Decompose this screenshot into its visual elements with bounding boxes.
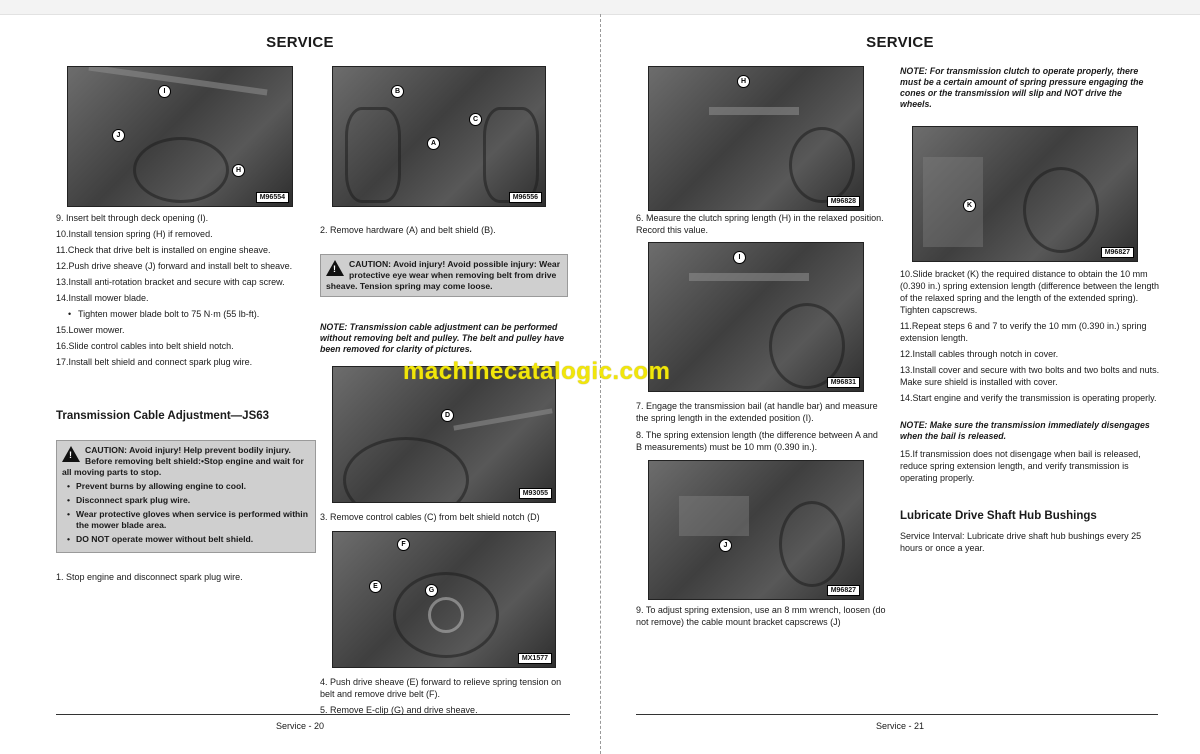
callout-d: D bbox=[441, 409, 454, 422]
callout-i: I bbox=[733, 251, 746, 264]
step-12: 12.Push drive sheave (J) forward and install belt to sheave. bbox=[56, 261, 293, 271]
steps-list bbox=[900, 268, 1162, 408]
caution-bullet: • Wear protective gloves when service is performed within the mower blade area. bbox=[62, 509, 310, 531]
step-9: 9. Insert belt through deck opening (I). bbox=[56, 213, 209, 223]
step-15: 15.If transmission does not disengage when bail is released, reduce spring extension length, and verify transmission is operating properly. bbox=[900, 449, 1141, 483]
warning-icon: ! bbox=[326, 260, 344, 276]
step-13: 13.Install anti-rotation bracket and secure with cap screw. bbox=[56, 277, 285, 287]
note-disengage: NOTE: Make sure the transmission immediately disengages when the bail is released. bbox=[900, 420, 1150, 441]
figure-code: M93055 bbox=[519, 488, 552, 499]
step-14-substep: • Tighten mower blade bolt to 75 N·m (55 lb-ft). bbox=[68, 308, 316, 320]
callout-a: A bbox=[427, 137, 440, 150]
step-7: 7. Engage the transmission bail (at handle bar) and measure the spring length in the extended position (I). bbox=[636, 401, 878, 423]
callout-h: H bbox=[232, 164, 245, 177]
figure-code: M96828 bbox=[827, 196, 860, 207]
step-17: 17.Install belt shield and connect spark plug wire. bbox=[56, 357, 253, 367]
warning-icon: ! bbox=[62, 446, 80, 462]
figure-code: MX1577 bbox=[518, 653, 552, 664]
step-8: 8. The spring extension length (the difference between A and B measurements) must be 10 mm (0.390 in.). bbox=[636, 430, 878, 452]
step-12: 12.Install cables through notch in cover. bbox=[900, 349, 1059, 359]
photo-belt-deck bbox=[67, 66, 293, 207]
caution-box-eye-wear bbox=[320, 254, 568, 297]
step-4: 4. Push drive sheave (E) forward to relieve spring tension on belt and remove drive belt (F). bbox=[320, 677, 562, 699]
step-3: 3. Remove control cables (C) from belt shield notch (D) bbox=[320, 512, 540, 522]
viewer-top-strip bbox=[0, 0, 1200, 15]
callout-j: J bbox=[719, 539, 732, 552]
photo-slide-bracket bbox=[912, 126, 1138, 262]
callout-g: G bbox=[425, 584, 438, 597]
note-transmission-cable: NOTE: Transmission cable adjustment can be performed without removing belt and pulley. The belt and pulley have been removed for clarity of pictures. bbox=[320, 322, 565, 354]
callout-f: F bbox=[397, 538, 410, 551]
photo-extended-spring bbox=[648, 242, 864, 392]
section-title: SERVICE bbox=[866, 34, 934, 51]
photo-belt-shield bbox=[332, 66, 546, 207]
section-title: SERVICE bbox=[266, 34, 334, 51]
page-number: Service - 20 bbox=[275, 721, 325, 731]
photo-control-cables bbox=[332, 366, 556, 503]
photo-bracket-capscrews bbox=[648, 460, 864, 600]
step-13: 13.Install cover and secure with two bolts and two bolts and nuts. Make sure shield is installed with cover. bbox=[900, 365, 1160, 387]
figure-code: M96831 bbox=[827, 377, 860, 388]
caution-box-belt-shield bbox=[56, 440, 316, 553]
service-interval: Service Interval: Lubricate drive shaft hub bushings every 25 hours or once a year. bbox=[900, 531, 1142, 553]
callout-e: E bbox=[369, 580, 382, 593]
callout-k: K bbox=[963, 199, 976, 212]
footer-rule bbox=[636, 714, 1158, 715]
step-1: 1. Stop engine and disconnect spark plug wire. bbox=[56, 572, 243, 582]
step-10: 10.Slide bracket (K) the required distance to obtain the 10 mm (0.390 in.) spring extension length (difference between the length of the relaxed spring and the length of the extended spring). Tighten capscrews. bbox=[900, 269, 1160, 315]
note-transmission-clutch: NOTE: For transmission clutch to operate properly, there must be a certain amount of spring pressure engaging the cones or the transmission will slip and NOT drive the wheels. bbox=[900, 66, 1144, 109]
heading-transmission-cable: Transmission Cable Adjustment—JS63 bbox=[56, 410, 270, 422]
step-11: 11.Check that drive belt is installed on engine sheave. bbox=[56, 245, 271, 255]
step-9: 9. To adjust spring extension, use an 8 mm wrench, loosen (do not remove) the cable mount bracket capscrews (J) bbox=[636, 605, 886, 627]
photo-relaxed-spring bbox=[648, 66, 864, 211]
step-14: 14.Start engine and verify the transmission is operating properly. bbox=[900, 393, 1157, 403]
caution-text: CAUTION: Avoid injury! Avoid possible injury: Wear protective eye wear when removing belt from drive sheave. Tension spring may come loose. bbox=[326, 259, 561, 291]
caution-text: CAUTION: Avoid injury! Help prevent bodily injury. Before removing belt shield:•Stop engine and wait for all moving parts to stop. bbox=[62, 445, 304, 477]
figure-code: M96554 bbox=[256, 192, 289, 203]
page-right bbox=[600, 14, 1200, 754]
heading-lubricate: Lubricate Drive Shaft Hub Bushings bbox=[900, 510, 1097, 522]
caution-bullet: • Prevent burns by allowing engine to cool. bbox=[62, 481, 310, 492]
callout-c: C bbox=[469, 113, 482, 126]
figure-code: M96556 bbox=[509, 192, 542, 203]
step-6: 6. Measure the clutch spring length (H) in the relaxed position. Record this value. bbox=[636, 213, 884, 235]
step-15: 15.Lower mower. bbox=[56, 325, 125, 335]
caution-bullet: • DO NOT operate mower without belt shield. bbox=[62, 534, 310, 545]
callout-i: I bbox=[158, 85, 171, 98]
steps-list bbox=[56, 212, 316, 372]
callout-b: B bbox=[391, 85, 404, 98]
step-2: 2. Remove hardware (A) and belt shield (B). bbox=[320, 225, 496, 235]
callout-h: H bbox=[737, 75, 750, 88]
step-5: 5. Remove E-clip (G) and drive sheave. bbox=[320, 705, 478, 715]
step-10: 10.Install tension spring (H) if removed. bbox=[56, 229, 213, 239]
figure-code: M96827 bbox=[827, 585, 860, 596]
step-16: 16.Slide control cables into belt shield notch. bbox=[56, 341, 234, 351]
caution-bullet: • Disconnect spark plug wire. bbox=[62, 495, 310, 506]
figure-code: M96827 bbox=[1101, 247, 1134, 258]
step-14: 14.Install mower blade. bbox=[56, 293, 149, 303]
watermark-text: machinecatalogic.com bbox=[403, 358, 671, 385]
page-number: Service - 21 bbox=[875, 721, 925, 731]
photo-drive-sheave bbox=[332, 531, 556, 668]
footer-rule bbox=[56, 714, 570, 715]
step-11: 11.Repeat steps 6 and 7 to verify the 10 mm (0.390 in.) spring extension length. bbox=[900, 321, 1147, 343]
callout-j: J bbox=[112, 129, 125, 142]
